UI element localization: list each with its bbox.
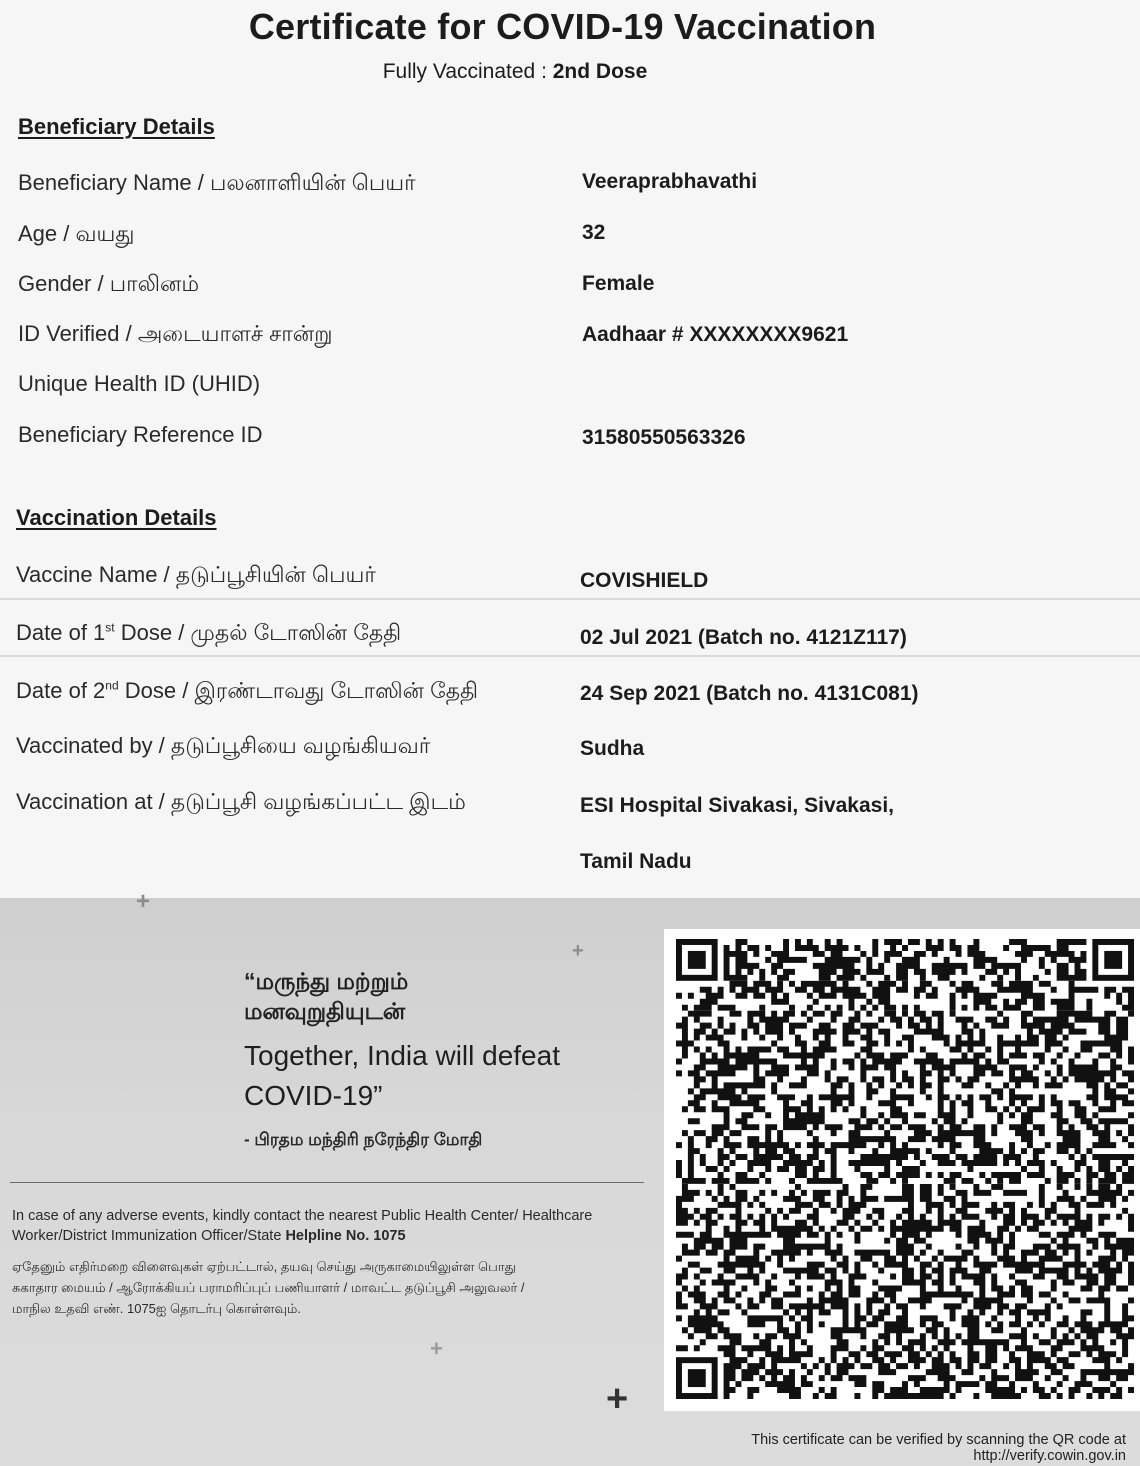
vaccination-at-value-line2: Tamil Nadu — [580, 850, 692, 873]
helpline-english-text: In case of any adverse events, kindly contact the nearest Public Health Center/ Healthcare Worker/District Immunization Officer/State — [12, 1208, 593, 1244]
dose2-date-value: 24 Sep 2021 (Batch no. 4131C081) — [580, 682, 919, 705]
vaccination-at-label: Vaccination at / தடுப்பூசி வழங்கப்பட்ட இடம் — [16, 789, 466, 814]
dose1-date-label — [16, 620, 401, 649]
dose2-date-label — [16, 678, 478, 707]
qr-code[interactable] — [676, 939, 1134, 1399]
verification-url[interactable]: http://verify.cowin.gov.in — [973, 1448, 1126, 1464]
certificate-title: Certificate for COVID-19 Vaccination — [248, 6, 877, 47]
uhid-label: Unique Health ID (UHID) — [18, 371, 261, 396]
id-verified-value: Aadhaar # XXXXXXXX9621 — [582, 323, 849, 346]
plus-decoration-icon: + — [606, 1378, 629, 1420]
dose1-label-post: Dose / முதல் டோஸின் தேதி — [114, 620, 402, 645]
helpline-english — [12, 1206, 632, 1246]
age-label: Age / வயது — [18, 221, 135, 246]
quote-english — [244, 1036, 560, 1116]
qr-code-panel — [664, 929, 1140, 1411]
dose1-label-pre: Date of 1 — [16, 620, 106, 645]
quote-english-line2: COVID-19” — [244, 1080, 383, 1111]
plus-decoration-icon: + — [572, 940, 584, 962]
reference-id-value: 31580550563326 — [582, 426, 746, 449]
status-label: Fully Vaccinated : — [382, 60, 547, 83]
vaccine-name-label: Vaccine Name / தடுப்பூசியின் பெயர் — [16, 562, 376, 587]
gender-label: Gender / பாலினம் — [18, 271, 200, 296]
plus-decoration-icon: + — [430, 1336, 443, 1361]
vaccination-at-value-line1: ESI Hospital Sivakasi, Sivakasi, — [580, 794, 895, 817]
vaccination-section-title: Vaccination Details — [16, 505, 217, 530]
verification-note — [560, 1432, 1126, 1464]
vaccinated-by-label: Vaccinated by / தடுப்பூசியை வழங்கியவர் — [16, 733, 431, 758]
qr-finder-pattern — [676, 1357, 718, 1399]
age-value: 32 — [582, 221, 606, 244]
quote-attribution: - பிரதம மந்திரி நரேந்திர மோதி — [244, 1130, 483, 1149]
paper-fold-line — [0, 655, 1140, 657]
quote-tamil-line2: மனவுறுதியுடன் — [244, 998, 406, 1024]
beneficiary-section-title: Beneficiary Details — [18, 114, 215, 139]
helpline-tamil-line2: சுகாதார மையம் / ஆரோக்கியப் பராமரிப்புப் பணியாளர் / மாவட்ட தடுப்பூசி அலுவலர் / — [12, 1280, 525, 1295]
plus-decoration-icon: + — [136, 888, 151, 915]
vaccination-status — [0, 60, 1030, 84]
gender-value: Female — [582, 272, 655, 295]
beneficiary-name-label: Beneficiary Name / பலனாளியின் பெயர் — [18, 170, 416, 195]
qr-finder-pattern — [676, 939, 718, 981]
beneficiary-name-value: Veeraprabhavathi — [582, 170, 758, 193]
verification-line1: This certificate can be verified by scanning the QR code at — [751, 1432, 1126, 1448]
dose2-label-pre: Date of 2 — [16, 678, 106, 703]
qr-modules — [676, 939, 1134, 1399]
vaccine-name-value: COVISHIELD — [580, 569, 709, 592]
quote-english-line1: Together, India will defeat — [244, 1040, 560, 1071]
dose1-label-sup: st — [105, 620, 115, 635]
status-value: 2nd Dose — [552, 60, 648, 83]
dose1-date-value: 02 Jul 2021 (Batch no. 4121Z117) — [580, 626, 907, 649]
dose2-label-post: Dose / இரண்டாவது டோஸின் தேதி — [118, 678, 479, 703]
quote-tamil-line1: “மருந்து மற்றும் — [244, 968, 409, 994]
dose2-label-sup: nd — [105, 678, 119, 693]
id-verified-label: ID Verified / அடையாளச் சான்று — [18, 321, 333, 346]
helpline-number: Helpline No. 1075 — [285, 1228, 406, 1244]
vaccinated-by-value: Sudha — [580, 737, 645, 760]
paper-fold-line — [0, 598, 1140, 600]
reference-id-label: Beneficiary Reference ID — [18, 422, 263, 447]
helpline-tamil-line1: ஏதேனும் எதிர்மறை விளைவுகள் ஏற்பட்டால், தயவு செய்து அருகாமையிலுள்ள பொது — [12, 1259, 516, 1274]
divider — [10, 1182, 644, 1183]
helpline-tamil — [12, 1256, 632, 1319]
helpline-tamil-line3: மாநில உதவி எண். 1075ஐ தொடர்பு கொள்ளவும். — [12, 1301, 301, 1316]
qr-finder-pattern — [1092, 939, 1134, 981]
quote-tamil — [244, 966, 408, 1026]
